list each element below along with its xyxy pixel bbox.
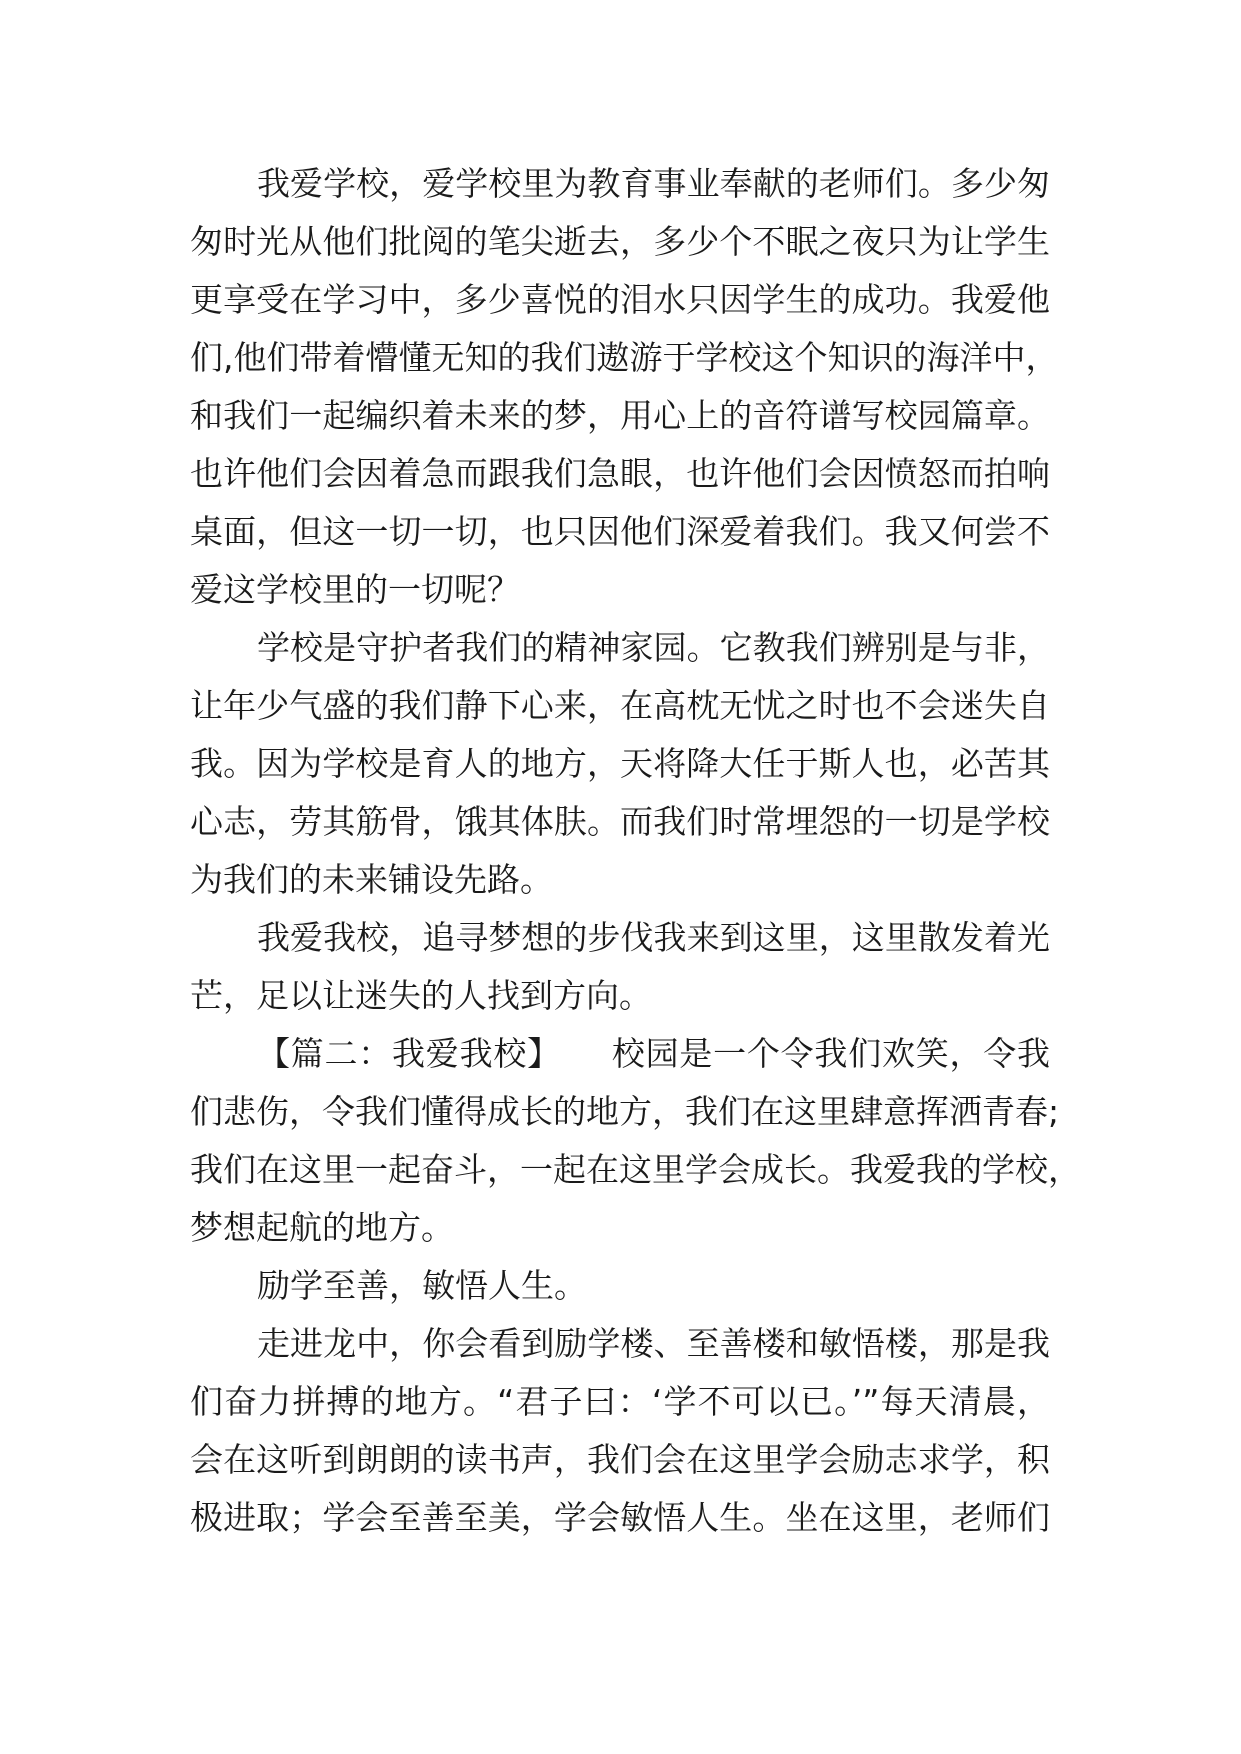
text-line: 心志，劳其筋骨，饿其体肤。而我们时常埋怨的一切是学校 [190,802,1050,841]
text-line: 梦想起航的地方。 [190,1208,454,1247]
text-line: 我。因为学校是育人的地方，天将降大任于斯人也，必苦其 [190,744,1050,783]
text-line: 学校是守护者我们的精神家园。它教我们辨别是与非， [257,628,1050,667]
text-line: 我们在这里一起奋斗，一起在这里学会成长。我爱我的学校， [190,1150,1081,1189]
text-line: 桌面，但这一切一切，也只因他们深爱着我们。我又何尝不 [190,512,1050,551]
text-line: 极进取；学会至善至美，学会敏悟人生。坐在这里，老师们 [190,1498,1050,1537]
text-line: 们悲伤，令我们懂得成长的地方，我们在这里肆意挥洒青春; [190,1092,1060,1131]
text-line: 们,他们带着懵懂无知的我们遨游于学校这个知识的海洋中， [190,338,1059,377]
text-line: 芒，足以让迷失的人找到方向。 [190,976,652,1015]
text-line: 【篇二：我爱我校】 校园是一个令我们欢笑，令我 [257,1034,1050,1073]
text-line: 会在这听到朗朗的读书声，我们会在这里学会励志求学，积 [190,1440,1050,1479]
text-line: 我爱我校，追寻梦想的步伐我来到这里，这里散发着光 [257,918,1050,957]
text-line: 走进龙中，你会看到励学楼、至善楼和敏悟楼，那是我 [257,1324,1050,1363]
text-line: 和我们一起编织着未来的梦，用心上的音符谱写校园篇章。 [190,396,1050,435]
text-line: 们奋力拼搏的地方。“君子曰：‘学不可以已。’”每天清晨， [190,1382,1050,1421]
text-line: 爱这学校里的一切呢？ [190,570,520,609]
text-line: 更享受在学习中，多少喜悦的泪水只因学生的成功。我爱他 [190,280,1050,319]
text-line: 让年少气盛的我们静下心来，在高枕无忧之时也不会迷失自 [190,686,1050,725]
text-line: 我爱学校，爱学校里为教育事业奉献的老师们。多少匆 [257,164,1050,203]
text-line: 励学至善，敏悟人生。 [257,1266,587,1305]
text-line: 也许他们会因着急而跟我们急眼，也许他们会因愤怒而拍响 [190,454,1050,493]
text-line: 为我们的未来铺设先路。 [190,860,553,899]
text-line: 匆时光从他们批阅的笔尖逝去，多少个不眠之夜只为让学生 [190,222,1050,261]
